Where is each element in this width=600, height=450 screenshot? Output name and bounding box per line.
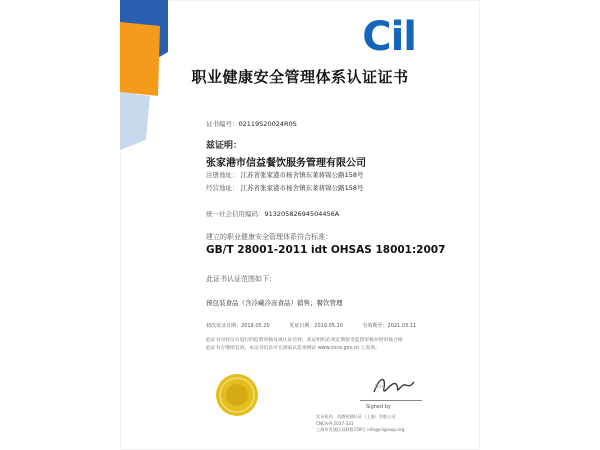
expiry-label: 有效期至： — [362, 323, 388, 329]
scope-text: 预包装食品（含冷藏冷冻食品）销售；餐饮管理 — [206, 299, 343, 307]
certify-label: 兹证明： — [206, 141, 243, 151]
issue-label: 发证日期： — [289, 323, 315, 329]
scope-intro: 此证书认证范围如下： — [206, 275, 276, 283]
business-address — [206, 183, 364, 192]
certificate-notes: 此证书对持证方进行的监督审核及再认证有效，获证组织必须定期接受监督审核并经审核合格此证书方继续有效。本证书信息可在国家认监委网站 www.cnca.gov.cn 上查询。 — [206, 338, 403, 351]
issuer-email: info@cilgroup.org — [367, 427, 405, 432]
registered-address-label: 注册地址： — [206, 171, 239, 179]
expiry-date: 2021.03.11 — [387, 323, 417, 329]
credit-code — [206, 209, 339, 218]
gold-seal — [214, 372, 260, 418]
signature-name: Bin — [375, 384, 383, 390]
certificate-title: 职业健康安全管理体系认证证书 — [191, 68, 409, 86]
standard-intro: 建立的职业健康安全管理体系符合标准： — [206, 233, 332, 241]
credit-code-label: 统一社会信用编码： — [206, 210, 265, 218]
certificate-page — [120, 0, 480, 450]
signature-line — [360, 400, 422, 401]
issue-date: 2019.05.20 — [314, 323, 343, 329]
issue-dates — [206, 322, 416, 329]
registered-address — [206, 170, 364, 179]
first-issue-date: 2019.05.20 — [241, 323, 270, 329]
credit-code-value: 91320582694504456A — [264, 210, 340, 218]
registered-address-value: 江苏省张家港市杨舍镇东莱蒋锦公路158号 — [240, 171, 364, 179]
business-address-value: 江苏省张家港市杨舍镇东莱蒋锦公路158号 — [240, 184, 364, 192]
signed-by: Signed by — [366, 404, 391, 410]
standard-name: GB/T 28001-2011 idt OHSAS 18001:2007 — [206, 244, 446, 256]
cil-logo: Cil — [362, 14, 416, 60]
issuer-org: 发证机构：西腾检测认证（上海）有限公司 — [316, 414, 396, 419]
company-name: 张家港市信益餐饮服务管理有限公司 — [206, 158, 366, 169]
cert-number-label: 证书编号： — [206, 120, 239, 128]
issuer-block — [316, 414, 404, 434]
cert-number-value: 02119S20024R0S — [238, 120, 297, 128]
business-address-label: 经营地址： — [206, 184, 239, 192]
issuer-approval: CNCA-R-2017-331 — [316, 420, 354, 426]
cert-number — [206, 119, 297, 128]
issuer-contact — [316, 427, 404, 434]
issuer-address: 上海市青浦区双联路158号 — [316, 427, 366, 432]
first-issue-label: 初次发证日期： — [206, 323, 242, 329]
